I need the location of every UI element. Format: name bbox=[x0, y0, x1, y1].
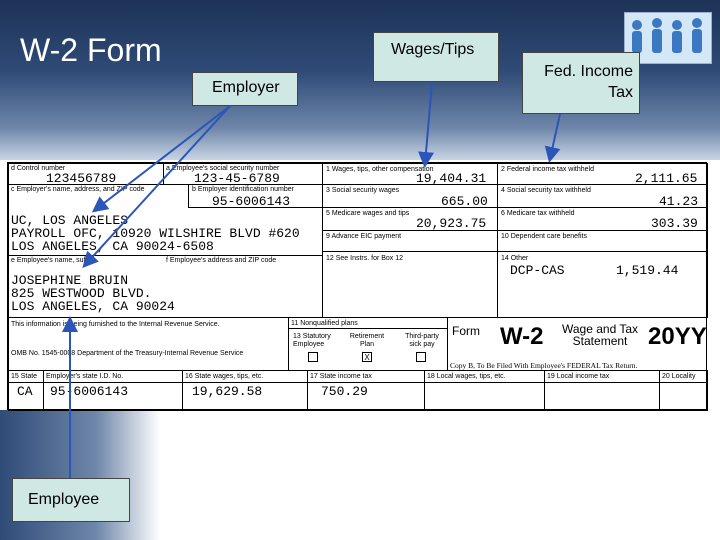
box5-value: 20,923.75 bbox=[416, 216, 487, 231]
employer-arrow-to-name bbox=[85, 106, 230, 265]
employee-address-value: 825 WESTWOOD BLVD. bbox=[11, 286, 152, 301]
label-box3: 3 Social security wages bbox=[326, 187, 400, 194]
label-box13-retirement: Retirement Plan bbox=[349, 333, 385, 348]
label-box18: 18 Local wages, tips, etc. bbox=[427, 373, 506, 380]
info-text: This information is being furnished to the Internal Revenue Service. bbox=[11, 321, 220, 328]
copy-b-text: Copy B, To Be Filed With Employee's FEDERAL Tax Return. bbox=[450, 361, 638, 370]
label-box19: 19 Local income tax bbox=[547, 373, 610, 380]
box6-value: 303.39 bbox=[651, 216, 698, 231]
label-box11: 11 Nonqualified plans bbox=[291, 320, 358, 327]
label-box15: 15 State bbox=[11, 373, 38, 380]
label-employee-address: f Employee's address and ZIP code bbox=[166, 257, 277, 264]
form-word: Form bbox=[452, 324, 480, 338]
label-box1: 1 Wages, tips, other compensation bbox=[326, 166, 434, 173]
employee-name-value: JOSEPHINE BRUIN bbox=[11, 273, 129, 288]
state-value: CA bbox=[17, 384, 33, 399]
box14-label-value: DCP-CAS bbox=[510, 263, 565, 278]
ein-value: 95-6006143 bbox=[212, 194, 291, 209]
employer-arrow-to-control bbox=[95, 106, 230, 210]
state-tax-value: 750.29 bbox=[321, 384, 368, 399]
employee-city-value: LOS ANGELES, CA 90024 bbox=[11, 299, 175, 314]
statement-line2: Statement bbox=[572, 334, 628, 348]
retirement-checkbox[interactable]: X bbox=[362, 352, 372, 362]
statement-line1: Wage and Tax bbox=[562, 322, 639, 336]
fed-tax-arrow bbox=[550, 114, 560, 159]
box4-value: 41.23 bbox=[659, 194, 699, 209]
label-box6: 6 Medicare tax withheld bbox=[501, 210, 575, 217]
control-number-value: 123456789 bbox=[46, 171, 117, 186]
label-box4: 4 Social security tax withheld bbox=[501, 187, 591, 194]
box14-amount-value: 1,519.44 bbox=[616, 263, 679, 278]
label-employee-name: e Employee's name, suffix bbox=[11, 257, 93, 264]
label-box10: 10 Dependent care benefits bbox=[501, 233, 588, 240]
label-ein: b Employer identification number bbox=[192, 186, 294, 193]
ssn-value: 123-45-6789 bbox=[194, 171, 280, 186]
box3-value: 665.00 bbox=[441, 194, 488, 209]
w2-title: W-2 bbox=[500, 323, 544, 350]
fed-tax-callout-line1: Fed. Income bbox=[544, 63, 633, 80]
slide-title: W-2 Form bbox=[20, 32, 162, 68]
employer-callout: Employer bbox=[192, 72, 298, 106]
label-control-number: d Control number bbox=[11, 165, 66, 172]
wages-arrow bbox=[425, 82, 432, 164]
label-box13-statutory: 13 Statutory Employee bbox=[293, 333, 331, 348]
label-box9: 9 Advance EIC payment bbox=[326, 233, 402, 240]
state-wages-value: 19,629.58 bbox=[192, 384, 263, 399]
label-box13-sickpay: Third-party sick pay bbox=[405, 333, 439, 348]
label-box12: 12 See Instrs. for Box 12 bbox=[326, 255, 404, 262]
employer-city-value: LOS ANGELES, CA 90024-6508 bbox=[11, 239, 214, 254]
label-box20: 20 Locality bbox=[662, 373, 696, 380]
employer-name-value: UC, LOS ANGELES bbox=[11, 213, 129, 228]
employee-callout: Employee bbox=[12, 478, 130, 522]
box2-value: 2,111.65 bbox=[635, 171, 698, 186]
label-box16: 16 State wages, tips, etc. bbox=[185, 373, 264, 380]
label-box14: 14 Other bbox=[501, 255, 529, 262]
label-box15-id: Employer's state I.D. No. bbox=[46, 373, 124, 380]
state-id-value: 95-6006143 bbox=[50, 384, 129, 399]
label-box17: 17 State income tax bbox=[310, 373, 372, 380]
fed-tax-callout-line2: Tax bbox=[608, 84, 633, 101]
label-box5: 5 Medicare wages and tips bbox=[326, 210, 410, 217]
box1-value: 19,404.31 bbox=[416, 171, 487, 186]
label-employer: c Employer's name, address, and ZIP code bbox=[11, 186, 145, 193]
omb-text: OMB No. 1545-0008 Department of the Treasury-Internal Revenue Service bbox=[11, 350, 244, 357]
wages-callout: Wages/Tips bbox=[373, 32, 499, 82]
employer-address-value: PAYROLL OFC, 10920 WILSHIRE BLVD #620 bbox=[11, 226, 300, 241]
label-box2: 2 Federal income tax withheld bbox=[501, 166, 594, 173]
label-ssn: a Employee's social security number bbox=[166, 165, 280, 172]
tax-year: 20YY bbox=[648, 323, 707, 350]
